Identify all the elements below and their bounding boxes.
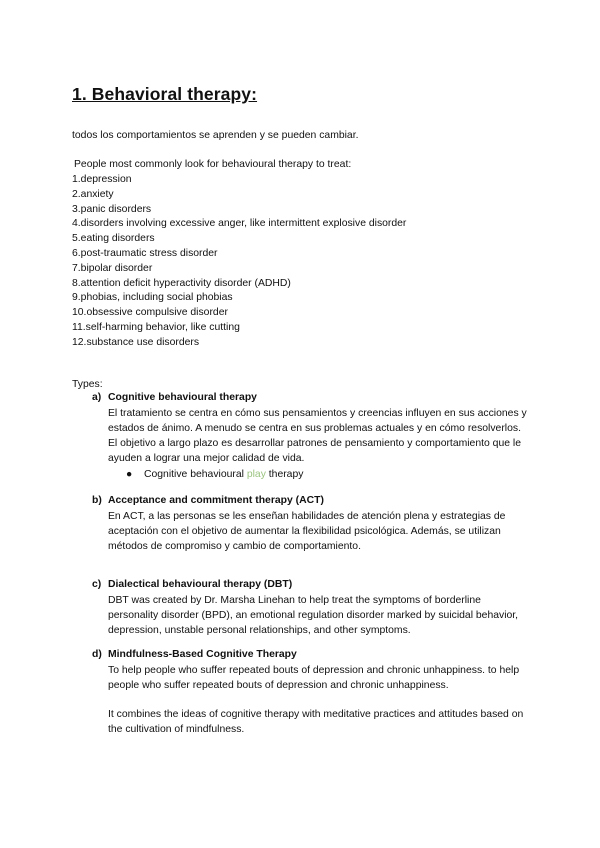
type-marker: c) [92, 579, 102, 590]
list-item: 7.bipolar disorder [72, 262, 153, 274]
page-title: 1. Behavioral therapy: [72, 84, 258, 104]
type-body [108, 593, 532, 639]
list-item: 3.panic disorders [72, 203, 152, 215]
type-cbt [92, 391, 532, 482]
type-paragraph: DBT was created by Dr. Marsha Linehan to help treat the symptoms of borderline personality disorder (BPD), an emotional regulation disorder marked by suicidal behavior, depression, unstable personal relationships, and other symptoms. [108, 594, 519, 636]
bullet-highlight: play [246, 469, 266, 481]
type-body [108, 663, 532, 738]
type-marker: a) [92, 392, 102, 403]
list-item: 9.phobias, including social phobias [72, 292, 233, 304]
bullet-item [126, 467, 532, 482]
type-title: Dialectical behavioural therapy (DBT) [108, 579, 293, 590]
type-heading [92, 648, 532, 663]
type-paragraph: It combines the ideas of cognitive therapy with meditative practices and attitudes based on the cultivation of mindfulness. [108, 709, 524, 736]
type-paragraph: To help people who suffer repeated bouts of depression and chronic unhappiness. to help people who suffer repeated bouts of depression and chronic unhappiness. [108, 664, 520, 691]
type-body [108, 509, 532, 555]
type-heading [92, 391, 532, 406]
type-heading [92, 494, 532, 509]
bullet-text-after: therapy [265, 469, 304, 481]
type-paragraph: En ACT, a las personas se les enseñan habilidades de atención plena y estrategias de aceptación con el objetivo de aumentar la flexibilidad psicológica. Además, se utilizan métodos de compromiso y cambio de comportamiento. [108, 510, 506, 552]
list-item: 1.depression [72, 174, 132, 185]
type-heading [92, 578, 532, 593]
bullet-icon: ● [126, 469, 133, 481]
type-marker: d) [92, 649, 102, 660]
intro-text: todos los comportamientos se aprenden y se pueden cambiar. [72, 130, 359, 141]
list-item: 2.anxiety [72, 188, 114, 200]
list-item: 12.substance use disorders [72, 336, 200, 348]
type-act [92, 494, 532, 554]
list-item: 10.obsessive compulsive disorder [72, 307, 228, 319]
types-label: Types: [72, 379, 103, 390]
list-item: 8.attention deficit hyperactivity disorder (ADHD) [72, 277, 291, 289]
list-item: 4.disorders involving excessive anger, like intermittent explosive disorder [72, 218, 407, 230]
bullet-text-before: Cognitive behavioural [144, 469, 247, 481]
conditions-list [72, 173, 406, 351]
type-title: Acceptance and commitment therapy (ACT) [108, 495, 324, 506]
type-title: Mindfulness-Based Cognitive Therapy [108, 649, 297, 660]
type-title: Cognitive behavioural therapy [108, 392, 257, 403]
type-mbct [92, 648, 532, 737]
list-item: 5.eating disorders [72, 233, 155, 245]
conditions-lead: People most commonly look for behavioural therapy to treat: [74, 159, 352, 170]
type-dbt [92, 578, 532, 638]
type-paragraph: El tratamiento se centra en cómo sus pensamientos y creencias influyen en sus acciones y estados de ánimo. A menudo se centra en sus problemas actuales y en cómo resolverlos. El objetivo a largo plazo es desarrollar patrones de pensamiento y comportamiento que le ayuden a lograr una mejor calidad de vida. [108, 407, 527, 465]
list-item: 6.post-traumatic stress disorder [72, 247, 218, 259]
type-marker: b) [92, 495, 102, 506]
list-item: 11.self-harming behavior, like cutting [72, 321, 240, 333]
type-body [108, 406, 532, 483]
